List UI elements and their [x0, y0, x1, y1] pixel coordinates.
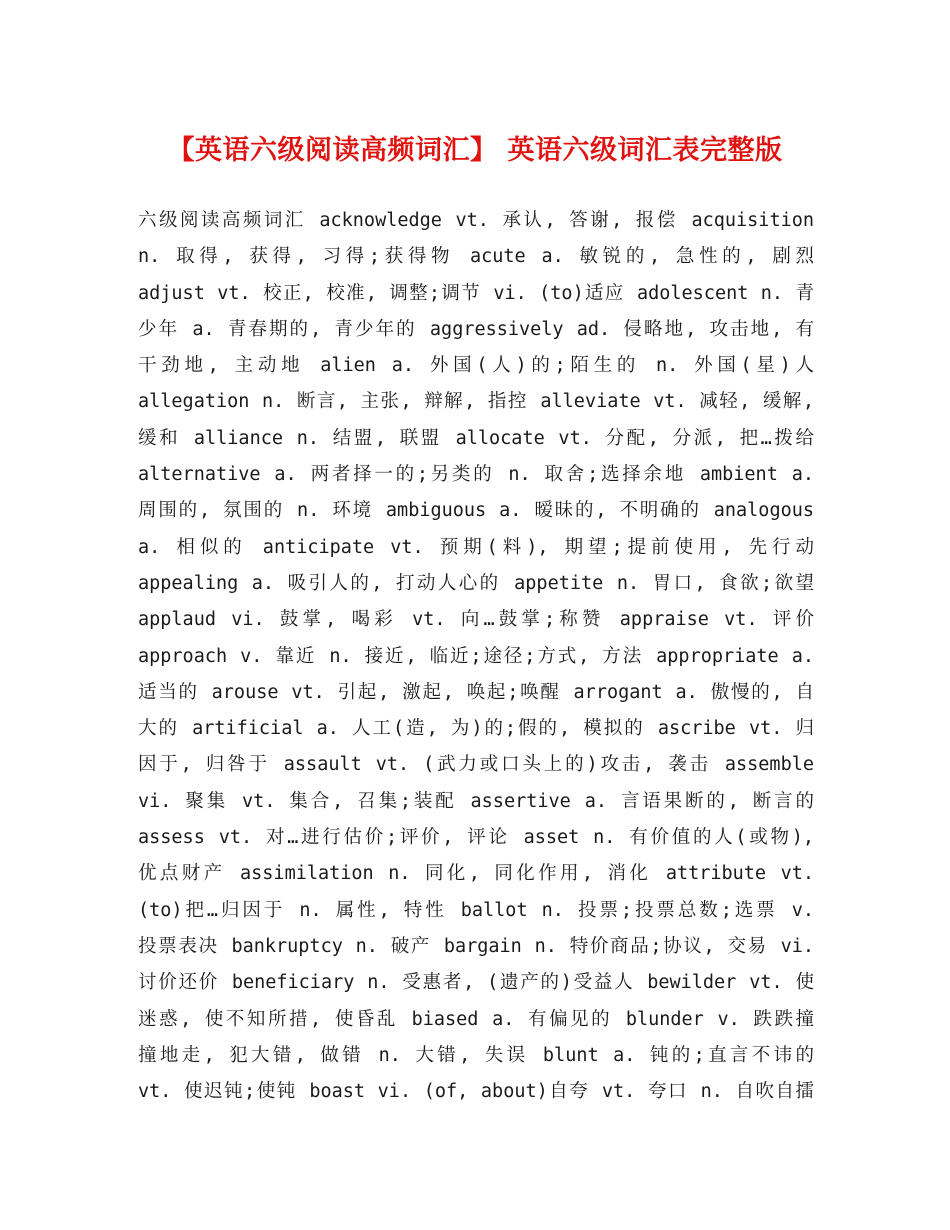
body-line: 缓和 alliance n. 结盟, 联盟 allocate vt. 分配, 分派, 把…拨给: [138, 427, 814, 449]
body-line: n. 取得, 获得, 习得;获得物 acute a. 敏锐的, 急性的, 剧烈: [138, 246, 814, 268]
body-line: 适当的 arouse vt. 引起, 激起, 唤起;唤醒 arrogant a. 傲慢的, 自: [138, 681, 814, 703]
body-line: 大的 artificial a. 人工(造, 为)的;假的, 模拟的 ascribe vt. 归: [138, 718, 814, 740]
body-line: applaud vi. 鼓掌, 喝彩 vt. 向…鼓掌;称赞 appraise vt. 评价: [138, 609, 814, 631]
body-line: 因于, 归咎于 assault vt. (武力或口头上的)攻击, 袭击 assemble: [138, 754, 814, 776]
body-line: alternative a. 两者择一的;另类的 n. 取舍;选择余地 ambient a.: [138, 464, 814, 486]
body-line: 优点财产 assimilation n. 同化, 同化作用, 消化 attribute vt.: [138, 863, 814, 885]
body-line: vt. 使迟钝;使钝 boast vi. (of, about)自夸 vt. 夸口 n. 自吹自擂: [138, 1081, 814, 1103]
body-line: allegation n. 断言, 主张, 辩解, 指控 alleviate vt. 减轻, 缓解,: [138, 391, 814, 413]
body-line: 迷惑, 使不知所措, 使昏乱 biased a. 有偏见的 blunder v. 跌跌撞: [138, 1008, 814, 1030]
body-line: assess vt. 对…进行估价;评价, 评论 asset n. 有价值的人(或物),: [138, 827, 814, 849]
body-line: 六级阅读高频词汇 acknowledge vt. 承认, 答谢, 报偿 acquisition: [138, 210, 814, 231]
body-line: (to)把…归因于 n. 属性, 特性 ballot n. 投票;投票总数;选票 v.: [138, 899, 814, 921]
body-line: 撞地走, 犯大错, 做错 n. 大错, 失误 blunt a. 钝的;直言不讳的: [138, 1044, 814, 1066]
body-line: 周围的, 氛围的 n. 环境 ambiguous a. 暧昧的, 不明确的 analogous: [138, 500, 814, 522]
document-title: 【英语六级阅读高频词汇】 英语六级词汇表完整版: [167, 135, 783, 166]
body-line: 少年 a. 青春期的, 青少年的 aggressively ad. 侵略地, 攻击地, 有: [138, 318, 814, 340]
document-body: [138, 203, 814, 1110]
body-line: a. 相似的 anticipate vt. 预期(料), 期望;提前使用, 先行动: [138, 536, 814, 558]
body-line: 投票表决 bankruptcy n. 破产 bargain n. 特价商品;协议, 交易 vi.: [138, 935, 814, 957]
body-line: vi. 聚集 vt. 集合, 召集;装配 assertive a. 言语果断的, 断言的: [138, 790, 814, 812]
body-line: approach v. 靠近 n. 接近, 临近;途径;方式, 方法 appropriate a.: [138, 645, 814, 667]
body-line: adjust vt. 校正, 校准, 调整;调节 vi. (to)适应 adolescent n. 青: [138, 282, 814, 304]
body-line: 干劲地, 主动地 alien a. 外国(人)的;陌生的 n. 外国(星)人: [138, 355, 814, 377]
body-line: appealing a. 吸引人的, 打动人心的 appetite n. 胃口, 食欲;欲望: [138, 572, 814, 594]
body-line: 讨价还价 beneficiary n. 受惠者, (遗产的)受益人 bewilder vt. 使: [138, 972, 814, 994]
